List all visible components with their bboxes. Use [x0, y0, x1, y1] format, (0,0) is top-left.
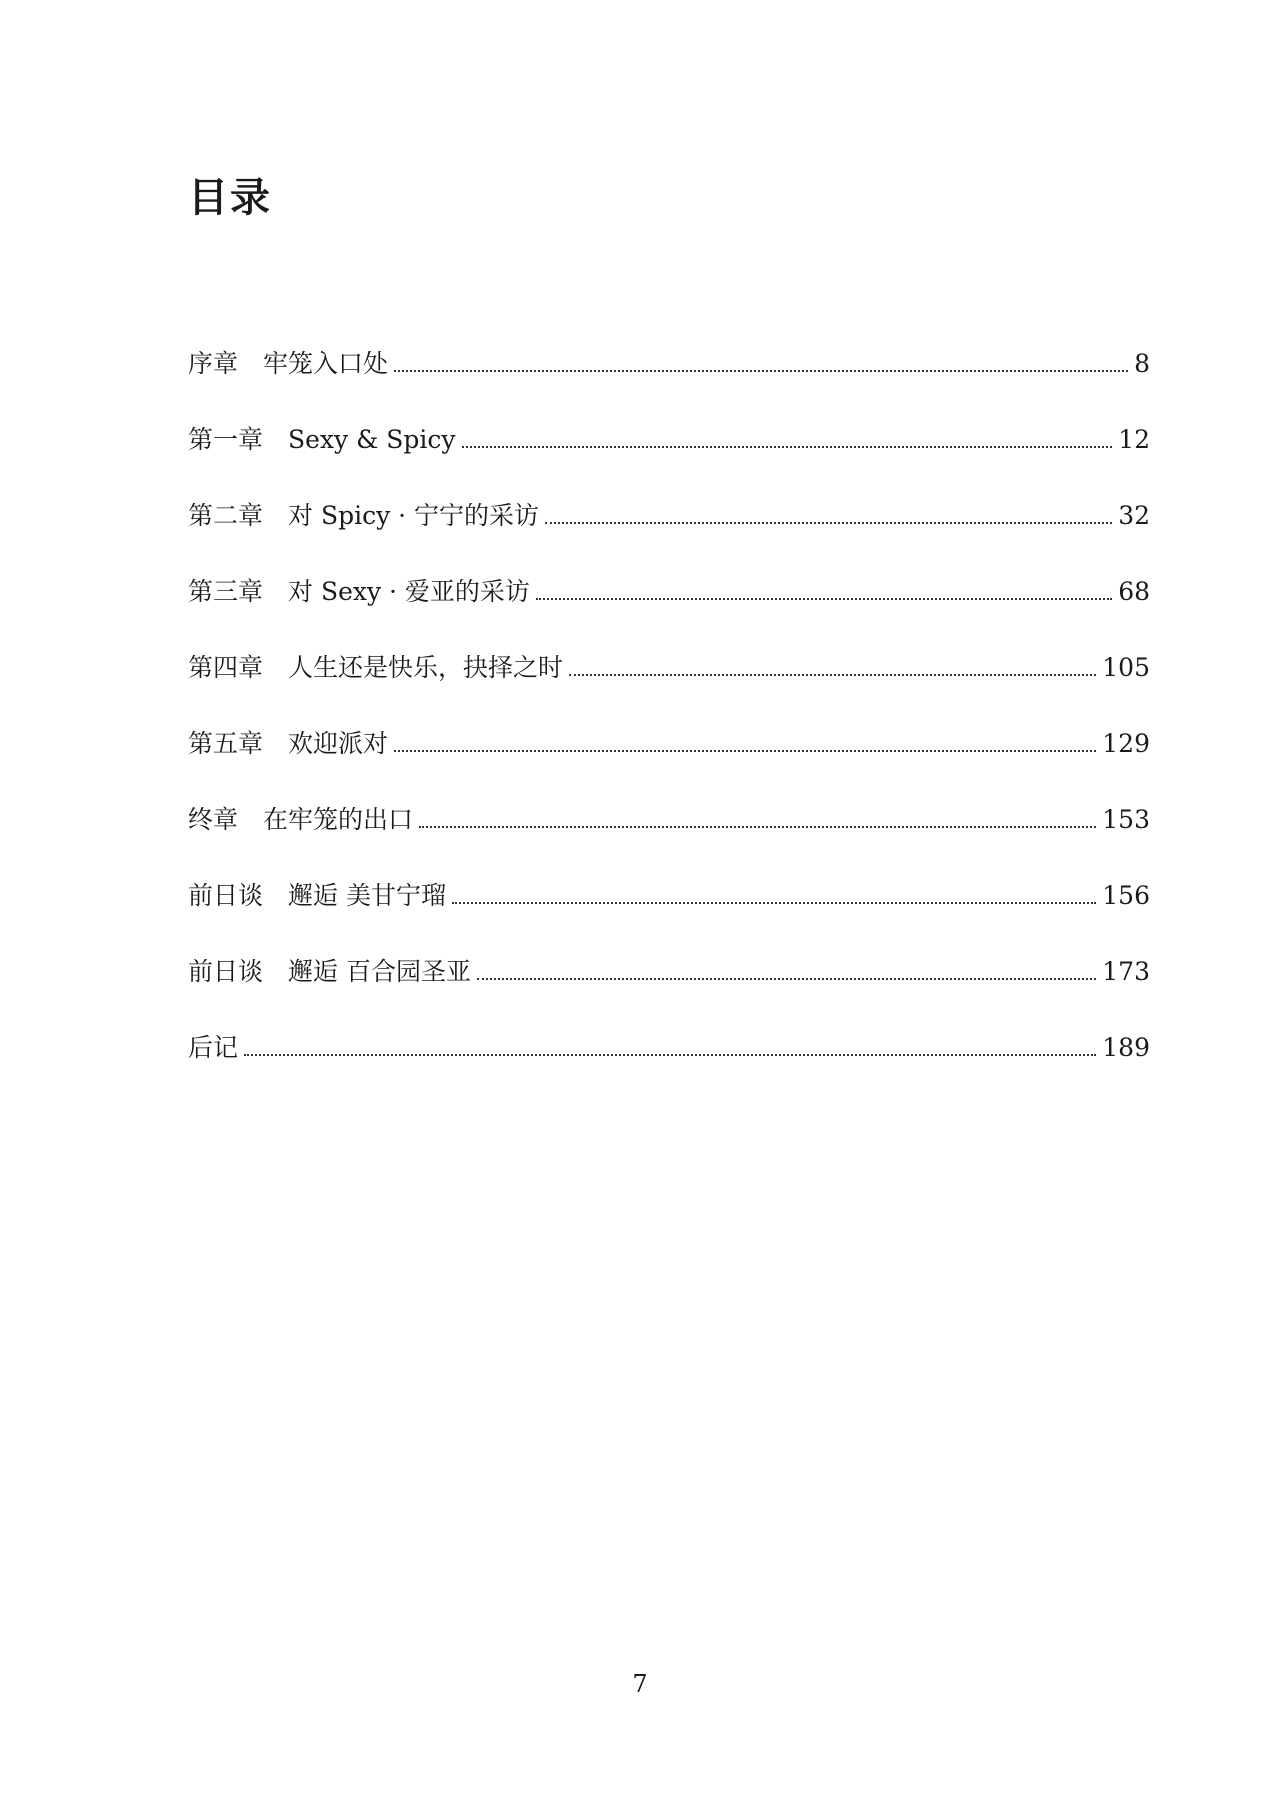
- dot-leader: [545, 522, 1112, 524]
- table-of-contents: [188, 300, 1150, 1060]
- toc-entry-page: 129: [1102, 729, 1150, 758]
- toc-entry-chapter-1[interactable]: [188, 376, 1150, 452]
- toc-entry-page: 12: [1118, 425, 1150, 454]
- toc-entry-chapter-3[interactable]: [188, 528, 1150, 604]
- dot-leader: [244, 1054, 1096, 1056]
- toc-entry-label: 第四章 人生还是快乐，抉择之时: [188, 653, 564, 682]
- dot-leader: [536, 598, 1112, 600]
- dot-leader: [394, 370, 1128, 372]
- toc-entry-epilogue[interactable]: [188, 756, 1150, 832]
- page-title: 目录: [188, 174, 272, 221]
- toc-entry-afterword[interactable]: [188, 984, 1150, 1060]
- toc-entry-chapter-2[interactable]: [188, 452, 1150, 528]
- dot-leader: [452, 902, 1096, 904]
- page-number: 7: [632, 1670, 648, 1698]
- toc-entry-label: 序章 牢笼入口处: [188, 349, 389, 378]
- dot-leader: [419, 826, 1096, 828]
- toc-entry-label: 后记: [188, 1033, 239, 1062]
- toc-entry-label: 前日谈 邂逅 美甘宁瑠: [188, 881, 446, 910]
- toc-entry-label: 第一章 Sexy & Spicy: [188, 425, 456, 454]
- toc-entry-page: 68: [1118, 577, 1150, 606]
- dot-leader: [462, 446, 1113, 448]
- toc-entry-label: 第二章 对 Spicy · 宁宁的采访: [188, 501, 540, 530]
- toc-entry-chapter-4[interactable]: [188, 604, 1150, 680]
- toc-entry-label: 前日谈 邂逅 百合园圣亚: [188, 957, 471, 986]
- dot-leader: [477, 978, 1096, 980]
- dot-leader: [569, 674, 1096, 676]
- toc-entry-page: 105: [1102, 653, 1150, 682]
- toc-entry-label: 第五章 欢迎派对: [188, 729, 389, 758]
- toc-entry-page: 189: [1102, 1033, 1150, 1062]
- toc-entry-page: 173: [1102, 957, 1150, 986]
- dot-leader: [394, 750, 1096, 752]
- toc-entry-page: 32: [1118, 501, 1150, 530]
- toc-entry-label: 终章 在牢笼的出口: [188, 805, 414, 834]
- toc-entry-label: 第三章 对 Sexy · 爱亚的采访: [188, 577, 530, 606]
- toc-entry-prequel-1[interactable]: [188, 832, 1150, 908]
- toc-entry-page: 153: [1102, 805, 1150, 834]
- toc-entry-page: 156: [1102, 881, 1150, 910]
- toc-entry-prequel-2[interactable]: [188, 908, 1150, 984]
- toc-entry-prologue[interactable]: [188, 300, 1150, 376]
- toc-entry-page: 8: [1134, 349, 1150, 378]
- toc-entry-chapter-5[interactable]: [188, 680, 1150, 756]
